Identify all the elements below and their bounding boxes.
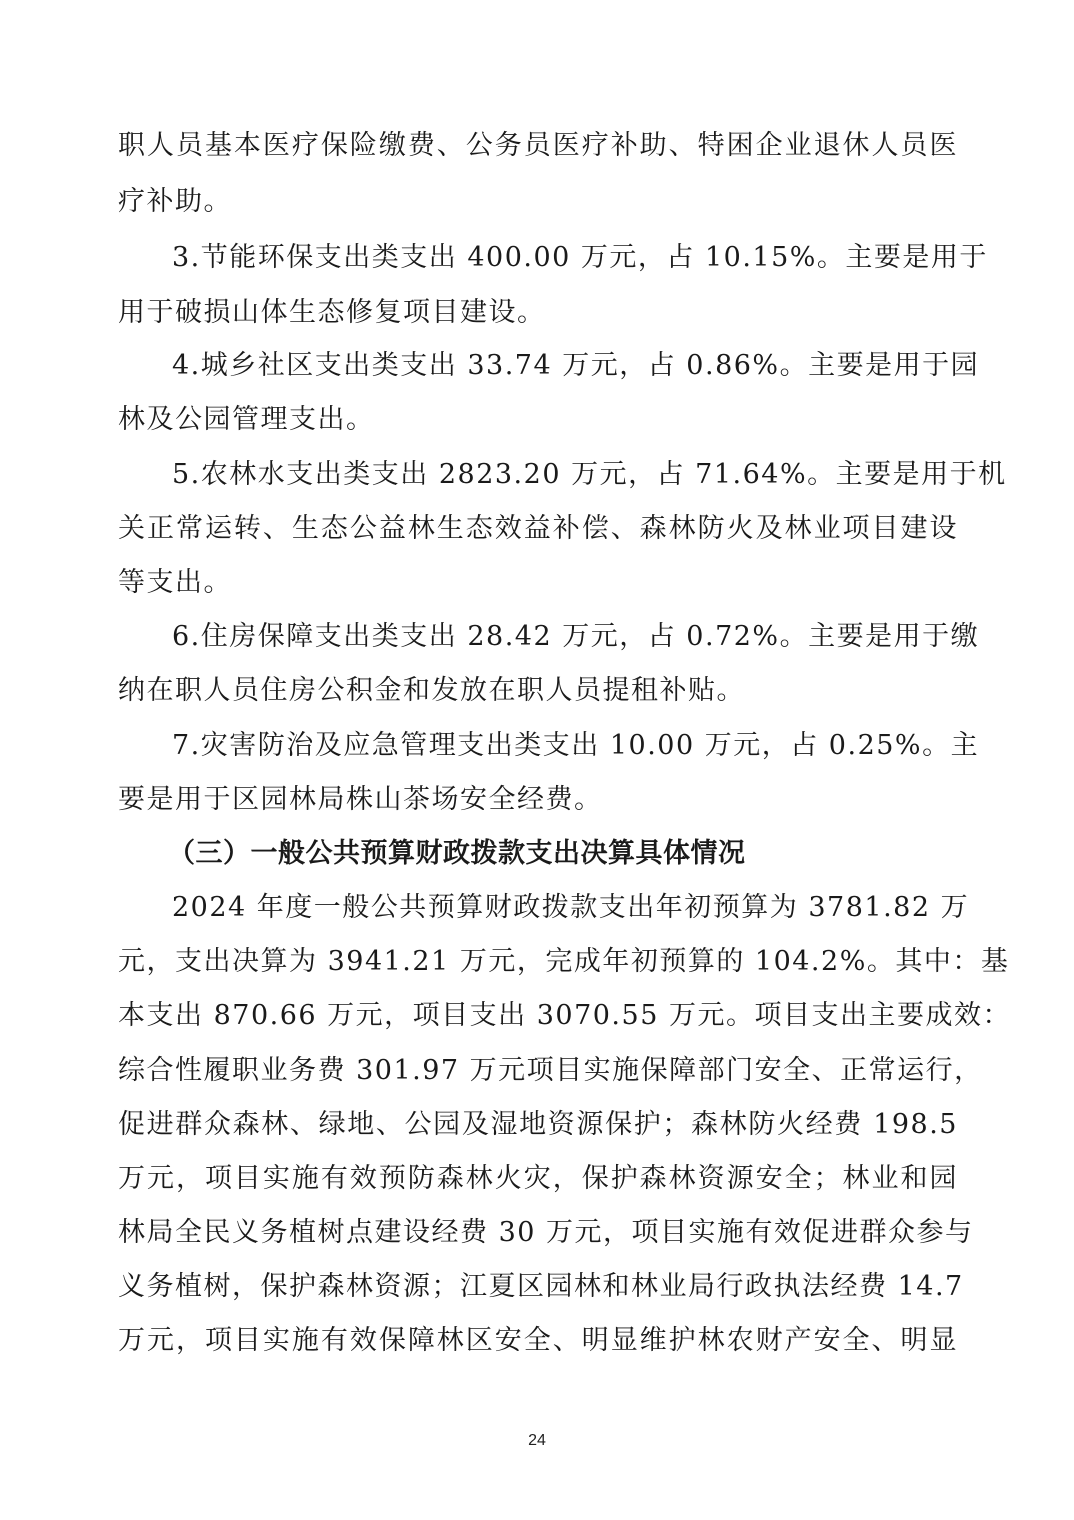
text-line: 纳在职人员住房公积金和发放在职人员提租补贴。 [118, 675, 745, 706]
text-line: 关正常运转、生态公益林生态效益补偿、森林防火及林业项目建设 [118, 513, 958, 544]
text-line: 万元，项目实施有效保障林区安全、明显维护林农财产安全、明显 [118, 1325, 958, 1356]
section-heading: （三）一般公共预算财政拨款支出决算具体情况 [168, 838, 746, 869]
text-line: 万元，项目实施有效预防森林火灾，保护森林资源安全；林业和园 [118, 1163, 958, 1194]
text-line: 义务植树，保护森林资源；江夏区园林和林业局行政执法经费 14.7 [118, 1271, 964, 1302]
page-number: 24 [528, 1432, 546, 1449]
text-line: 促进群众森林、绿地、公园及湿地资源保护；森林防火经费 198.5 [118, 1109, 958, 1140]
paragraph-5-line: 5.农林水支出类支出 2823.20 万元，占 71.64%。主要是用于机 [172, 459, 1007, 490]
paragraph-7-line: 7.灾害防治及应急管理支出类支出 10.00 万元，占 0.25%。主 [172, 730, 980, 761]
text-line: 本支出 870.66 万元，项目支出 3070.55 万元。项目支出主要成效： [118, 1000, 1011, 1031]
paragraph-4-line: 4.城乡社区支出类支出 33.74 万元，占 0.86%。主要是用于园 [172, 350, 980, 381]
paragraph-summary-line: 2024 年度一般公共预算财政拨款支出年初预算为 3781.82 万 [172, 892, 970, 923]
paragraph-6-line: 6.住房保障支出类支出 28.42 万元，占 0.72%。主要是用于缴 [172, 621, 980, 652]
paragraph-3-line: 3.节能环保支出类支出 400.00 万元，占 10.15%。主要是用于 [172, 242, 988, 273]
text-line: 综合性履职业务费 301.97 万元项目实施保障部门安全、正常运行， [118, 1055, 983, 1086]
text-line: 疗补助。 [118, 186, 232, 217]
text-line: 要是用于区园林局株山茶场安全经费。 [118, 784, 603, 815]
text-line: 元，支出决算为 3941.21 万元，完成年初预算的 104.2%。其中：基 [118, 946, 1010, 977]
text-line: 职人员基本医疗保险缴费、公务员医疗补助、特困企业退休人员医 [118, 130, 958, 161]
text-line: 等支出。 [118, 567, 232, 598]
text-line: 林局全民义务植树点建设经费 30 万元，项目实施有效促进群众参与 [118, 1217, 974, 1248]
text-line: 用于破损山体生态修复项目建设。 [118, 297, 546, 328]
text-line: 林及公园管理支出。 [118, 404, 375, 435]
